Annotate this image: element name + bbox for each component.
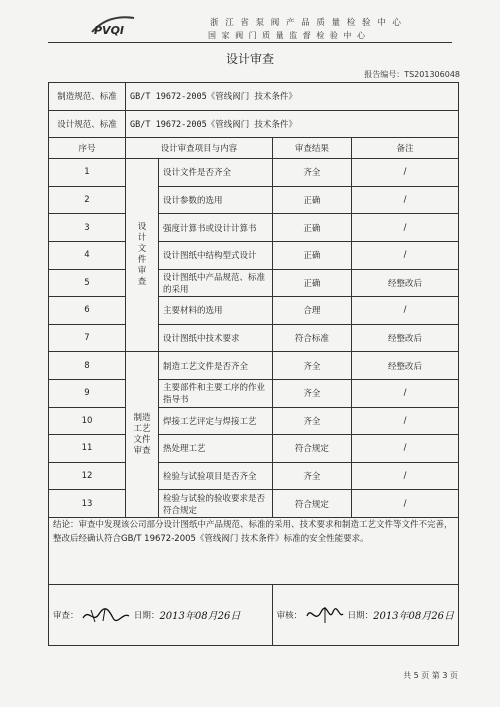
row-result: 齐全 [272, 462, 351, 490]
row-no: 5 [49, 269, 126, 297]
table-row [49, 517, 459, 584]
approver-cell [272, 584, 458, 645]
row-content: 设计图纸中结构型式设计 [159, 241, 273, 269]
row-no: 7 [49, 324, 126, 352]
row-content: 检验与试验的验收要求是否符合规定 [159, 490, 273, 518]
reviewer-date: 2013年08月26日 [159, 611, 241, 623]
row-result: 齐全 [272, 379, 351, 407]
row-remark: / [352, 214, 459, 242]
report-number-label: 报告编号： [364, 70, 405, 79]
manufacture-standard-value: GB/T 19672-2005《管线阀门 技术条件》 [126, 83, 459, 111]
row-no: 10 [49, 407, 126, 435]
row-remark: / [352, 379, 459, 407]
table-row [49, 462, 459, 490]
row-no: 4 [49, 241, 126, 269]
row-content: 设计图纸中技术要求 [159, 324, 273, 352]
row-remark: / [352, 490, 459, 518]
table-row [49, 435, 459, 463]
table-row [49, 269, 459, 297]
header-rule [48, 42, 452, 43]
page-number: 共 5 页 第 3 页 [403, 671, 458, 680]
row-content: 设计参数的选用 [159, 186, 273, 214]
row-content: 设计图纸中产品规范、标准的采用 [159, 269, 273, 297]
row-result: 正确 [272, 186, 351, 214]
row-content: 检验与试验项目是否齐全 [159, 462, 273, 490]
row-result: 符合规定 [272, 490, 351, 518]
row-content: 设计文件是否齐全 [159, 159, 273, 187]
signature-row [49, 584, 459, 645]
reviewer-signature [81, 604, 131, 626]
col-remark: 备注 [352, 138, 459, 159]
document-title: 设计审查 [225, 52, 274, 66]
row-remark: / [352, 462, 459, 490]
row-result: 正确 [272, 214, 351, 242]
report-number [364, 69, 460, 80]
row-remark: / [352, 159, 459, 187]
table-row [49, 352, 459, 380]
review-table [48, 82, 459, 646]
svg-text:PVQI: PVQI [94, 24, 125, 37]
row-no: 6 [49, 297, 126, 325]
row-result: 符合标准 [272, 324, 351, 352]
row-content: 主要部件和主要工序的作业指导书 [159, 379, 273, 407]
row-remark: 经整改后 [352, 269, 459, 297]
approver-date: 2013年08月26日 [373, 611, 454, 623]
row-content: 热处理工艺 [159, 435, 273, 463]
table-row [49, 186, 459, 214]
row-no: 13 [49, 490, 126, 518]
group-design-label: 设计文件审查 [137, 222, 147, 288]
reviewer-date-label: 日期： [133, 610, 160, 621]
row-remark: / [352, 435, 459, 463]
design-standard-value: GB/T 19672-2005《管线阀门 技术条件》 [126, 110, 459, 138]
col-seq: 序号 [49, 138, 126, 159]
row-no: 8 [49, 352, 126, 380]
approver-label: 审核： [276, 610, 303, 621]
row-content: 主要材料的选用 [159, 297, 273, 325]
row-remark: / [352, 407, 459, 435]
table-row [49, 214, 459, 242]
group-design [126, 159, 159, 352]
row-content: 制造工艺文件是否齐全 [159, 352, 273, 380]
row-no: 9 [49, 379, 126, 407]
col-result: 审查结果 [272, 138, 351, 159]
org-name-1: 浙 江 省 泵 阀 产 品 质 量 检 验 中 心 [210, 18, 403, 28]
row-no: 1 [49, 159, 126, 187]
table-header-row [49, 138, 459, 159]
table-row [49, 407, 459, 435]
manufacture-standard-label: 制造规范、标准 [49, 83, 126, 111]
row-content: 焊接工艺评定与焊接工艺 [159, 407, 273, 435]
row-no: 11 [49, 435, 126, 463]
report-number-value: TS201306048 [404, 70, 460, 79]
row-no: 3 [49, 214, 126, 242]
approver-date-label: 日期： [347, 610, 374, 621]
row-result: 齐全 [272, 159, 351, 187]
group-manufacture [126, 352, 159, 518]
table-row [49, 297, 459, 325]
row-result: 正确 [272, 241, 351, 269]
row-result: 符合规定 [272, 435, 351, 463]
row-no: 2 [49, 186, 126, 214]
row-no: 12 [49, 462, 126, 490]
group-manufacture-label: 制造工艺文件审查 [133, 412, 151, 456]
row-remark: / [352, 297, 459, 325]
table-row [49, 159, 459, 187]
conclusion-text: 结论：审查中发现该公司部分设计图纸中产品规范、标准的采用、技术要求和制造工艺文件等文件不完善，整改后经确认符合GB/T 19672-2005《管线阀门 技术条件》标准的安全性能要求。 [49, 517, 459, 584]
table-row [49, 83, 459, 111]
table-row [49, 324, 459, 352]
table-row [49, 110, 459, 138]
org-name-2: 国 家 阀 门 质 量 监 督 检 验 中 心 [208, 31, 367, 40]
row-result: 合理 [272, 297, 351, 325]
col-item: 设计审查项目与内容 [126, 138, 273, 159]
row-remark: / [352, 241, 459, 269]
reviewer-cell [49, 584, 273, 645]
design-standard-label: 设计规范、标准 [49, 110, 126, 138]
pvqi-logo [88, 12, 140, 38]
table-row [49, 241, 459, 269]
row-remark: 经整改后 [352, 324, 459, 352]
row-result: 正确 [272, 269, 351, 297]
row-result: 齐全 [272, 352, 351, 380]
row-remark: 经整改后 [352, 352, 459, 380]
table-row [49, 490, 459, 518]
reviewer-label: 审查： [53, 610, 79, 621]
table-row [49, 379, 459, 407]
row-result: 齐全 [272, 407, 351, 435]
row-content: 强度计算书或设计计算书 [159, 214, 273, 242]
approver-signature [305, 604, 345, 626]
row-remark: / [352, 186, 459, 214]
